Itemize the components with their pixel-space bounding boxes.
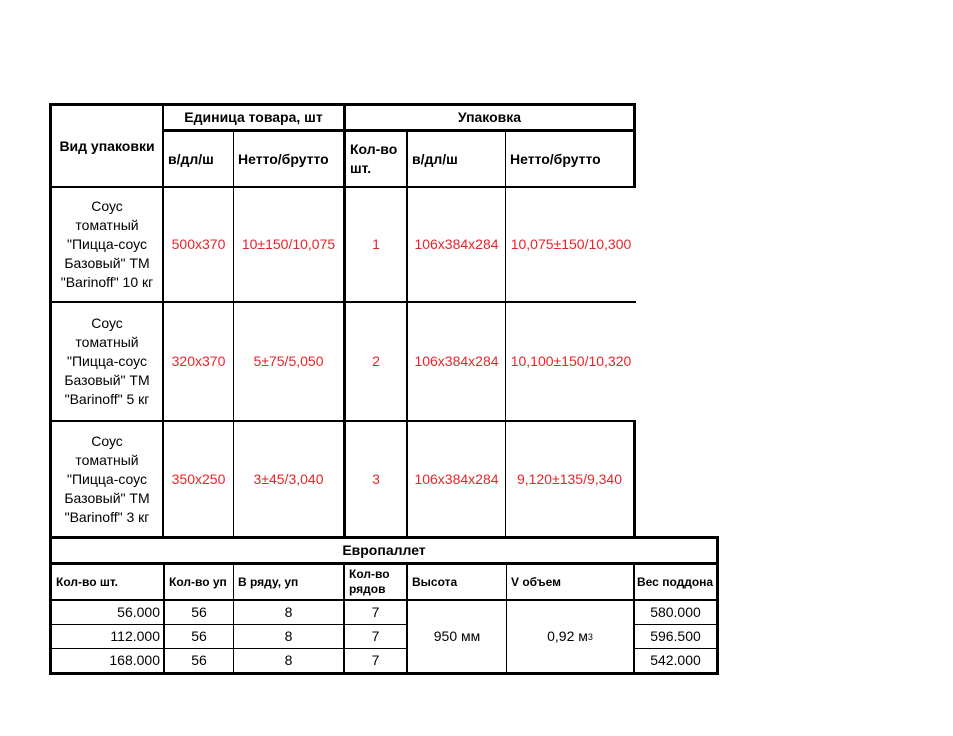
unit-dims: 500x370 — [171, 236, 226, 252]
pkg-dims: 106x384x284 — [414, 236, 499, 252]
unit-weight: 5±75/5,050 — [253, 353, 324, 369]
product-name-line: Соус — [91, 198, 123, 214]
header-unit-dims: в/дл/ш — [168, 150, 214, 167]
product-name-line: Соус — [91, 315, 123, 331]
product-name-line: "Barinoff" 3 кг — [64, 508, 150, 525]
pallet-weight: 596.500 — [650, 628, 701, 644]
pallet-volume-value: 0,92 м — [547, 628, 588, 644]
header-pkg-qty-line2: шт. — [350, 160, 372, 176]
pallet-rows: 7 — [371, 652, 380, 668]
unit-weight: 3±45/3,040 — [253, 470, 324, 487]
header-unit-group: Единица товара, шт — [184, 109, 323, 125]
header-package-group: Упаковка — [457, 109, 522, 125]
pkg-dims: 106x384x284 — [414, 470, 499, 487]
header-vid-upakovki: Вид упаковки — [59, 137, 155, 154]
product-name-line: "Barinoff" 5 кг — [64, 391, 150, 407]
product-name-line: "Пицца-соус — [67, 470, 147, 487]
unit-dims: 320x370 — [171, 353, 226, 369]
product-name-line: Базовый" ТМ — [64, 255, 150, 271]
product-name-line: "Barinoff" 10 кг — [60, 274, 154, 290]
pallet-header-rows-line1: Кол-во — [349, 567, 390, 581]
pallet-weight: 580.000 — [650, 604, 701, 620]
product-name-line: томатный — [75, 451, 139, 468]
pkg-dims: 106x384x284 — [414, 353, 499, 369]
pkg-qty: 3 — [372, 470, 380, 487]
product-name-line: томатный — [75, 217, 139, 233]
pkg-weight: 10,100±150/10,320 — [510, 353, 632, 369]
pallet-title: Европаллет — [342, 542, 426, 558]
header-pkg-weight: Нетто/брутто — [510, 150, 601, 167]
product-name-line: Базовый" ТМ — [64, 489, 150, 506]
product-name — [52, 188, 162, 301]
pallet-packs: 56 — [191, 604, 207, 620]
unit-dims: 350x250 — [171, 470, 226, 487]
pallet-header-per-row: В ряду, уп — [238, 574, 299, 589]
header-pkg-dims: в/дл/ш — [412, 150, 458, 167]
unit-weight: 10±150/10,075 — [241, 236, 336, 252]
pkg-qty: 2 — [372, 353, 380, 369]
product-name-line: Соус — [91, 432, 123, 449]
pallet-header-rows-line2: рядов — [349, 582, 386, 596]
product-name-line: "Пицца-соус — [67, 353, 147, 369]
pkg-weight: 9,120±135/9,340 — [517, 470, 622, 487]
pkg-qty: 1 — [372, 236, 380, 252]
pallet-header-packs: Кол-во уп — [169, 574, 227, 589]
pallet-rows: 7 — [371, 604, 380, 620]
pallet-volume: 0,92 м 3 — [547, 628, 593, 644]
pkg-weight: 10,075±150/10,300 — [510, 236, 632, 252]
product-name-line: "Пицца-соус — [67, 236, 147, 252]
pallet-header-volume: V объем — [511, 574, 562, 589]
product-name — [52, 422, 162, 536]
pallet-qty: 168.000 — [109, 652, 160, 668]
pallet-header-qty: Кол-во шт. — [56, 574, 119, 589]
pallet-header-height: Высота — [412, 574, 458, 589]
pallet-per-row: 8 — [284, 604, 293, 620]
pallet-qty: 112.000 — [110, 628, 160, 644]
pallet-packs: 56 — [191, 652, 207, 668]
pallet-per-row: 8 — [284, 628, 293, 644]
product-name — [52, 303, 162, 420]
product-name-line: Базовый" ТМ — [64, 372, 150, 388]
pallet-packs: 56 — [191, 628, 207, 644]
pallet-rows: 7 — [371, 628, 380, 644]
product-name-line: томатный — [75, 334, 139, 350]
header-pkg-qty — [346, 132, 406, 186]
header-pkg-qty-line1: Кол-во — [350, 141, 398, 157]
pallet-header-weight: Вес поддона — [637, 574, 714, 589]
header-unit-weight: Нетто/брутто — [238, 150, 329, 167]
pallet-per-row: 8 — [284, 652, 293, 668]
pallet-height: 950 мм — [433, 628, 481, 644]
pallet-qty: 56.000 — [117, 604, 160, 620]
pallet-weight: 542.000 — [650, 652, 701, 668]
pallet-header-rows — [345, 565, 406, 599]
